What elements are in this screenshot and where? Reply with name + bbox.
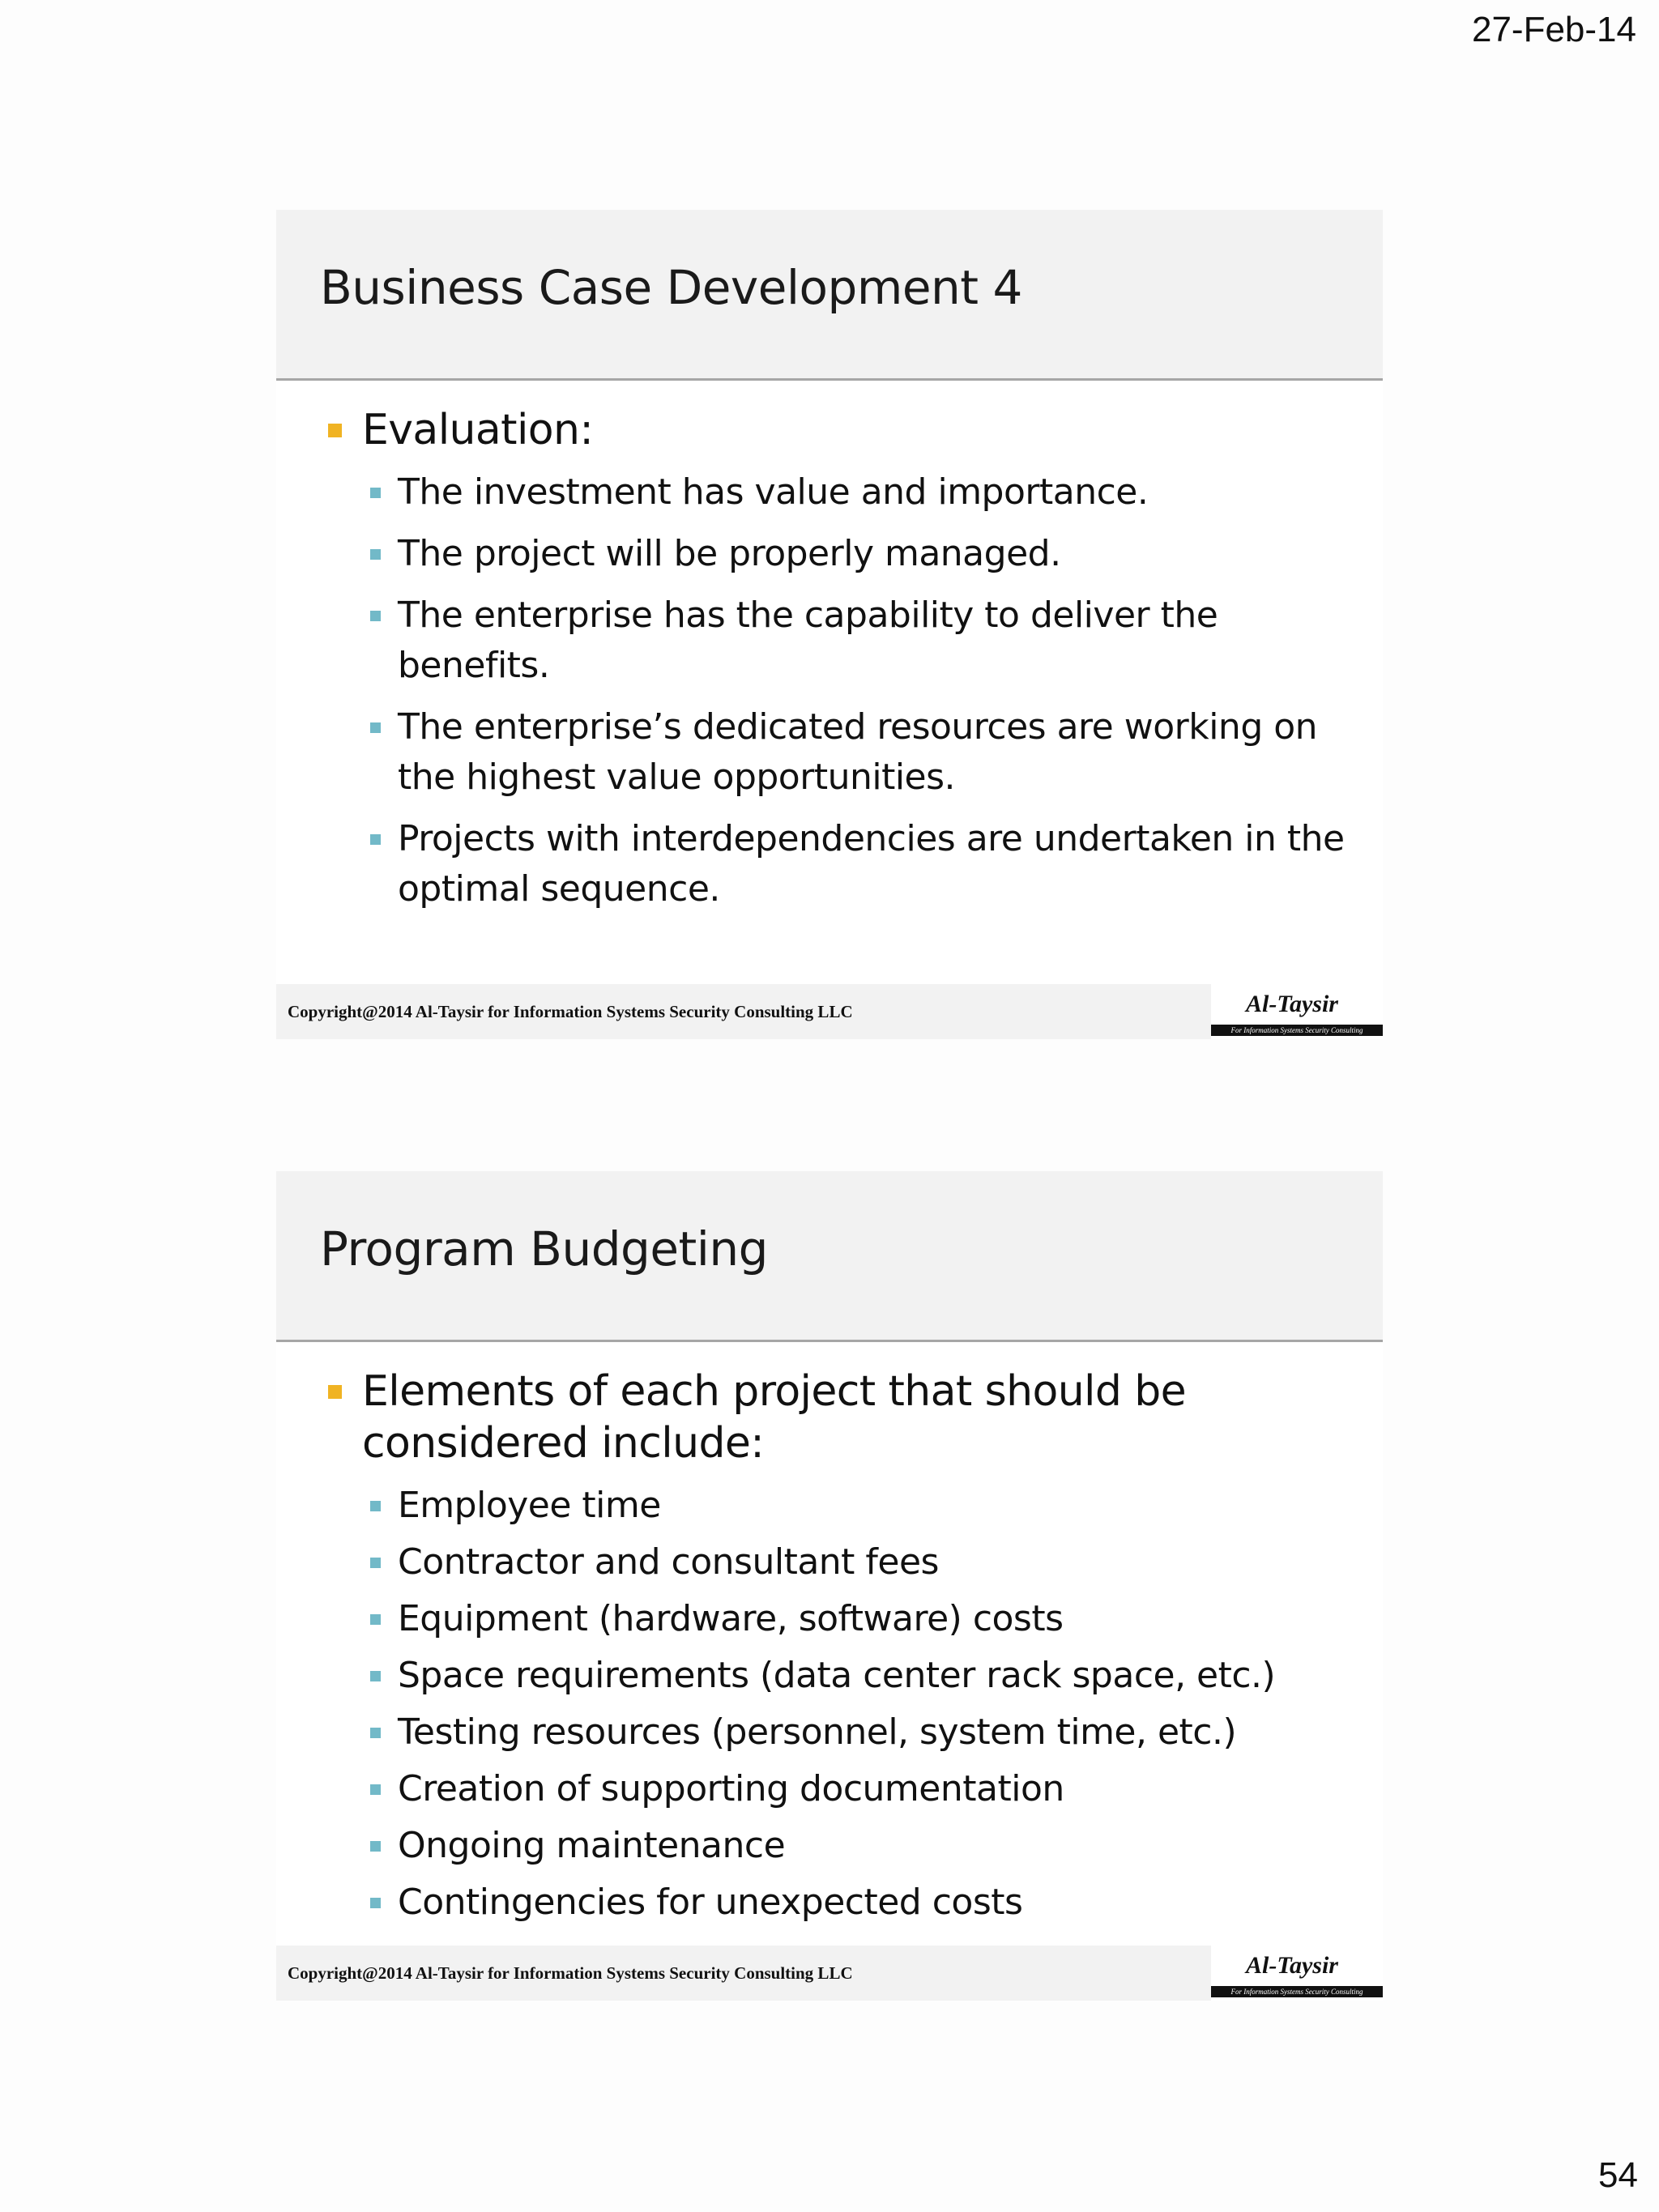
slide-title-bar xyxy=(276,1171,1383,1342)
page-number: 54 xyxy=(1598,2155,1638,2195)
bullet-level2 xyxy=(362,702,1355,803)
bullet-level2 xyxy=(362,1481,1355,1531)
slide-business-case xyxy=(276,210,1383,1039)
bullet-level2 xyxy=(362,467,1355,518)
bullet-text: Contingencies for unexpected costs xyxy=(398,1882,1023,1923)
bullet-text: Evaluation: xyxy=(362,406,594,454)
slide-title: Business Case Development 4 xyxy=(320,260,1022,315)
logo-tagline: For Information Systems Security Consulting xyxy=(1211,1986,1383,1997)
bullet-text: The enterprise has the capability to deliver the benefits. xyxy=(398,595,1218,686)
bullet-text: The enterprise’s dedicated resources are working on the highest value opportunities. xyxy=(398,706,1318,798)
bullet-level2 xyxy=(362,1821,1355,1871)
slide-title: Program Budgeting xyxy=(320,1221,768,1276)
bullet-level1 xyxy=(326,404,1355,456)
bullet-level2 xyxy=(362,1594,1355,1644)
copyright-text: Copyright@2014 Al-Taysir for Information Systems Security Consulting LLC xyxy=(288,1963,853,1983)
slide-body xyxy=(326,404,1355,926)
logo-name: Al-Taysir xyxy=(1246,991,1338,1017)
bullet-text: Projects with interdependencies are undertaken in the optimal sequence. xyxy=(398,818,1345,910)
square-bullet-icon xyxy=(370,1558,381,1568)
bullet-level2 xyxy=(362,529,1355,579)
bullet-text: Testing resources (personnel, system time, etc.) xyxy=(398,1711,1237,1753)
copyright-text: Copyright@2014 Al-Taysir for Information Systems Security Consulting LLC xyxy=(288,1002,853,1021)
bullet-text: Creation of supporting documentation xyxy=(398,1768,1064,1809)
bullet-level2 xyxy=(362,1651,1355,1701)
bullet-level2 xyxy=(362,1707,1355,1758)
logo-tagline: For Information Systems Security Consulting xyxy=(1211,1025,1383,1036)
square-bullet-icon xyxy=(370,1671,381,1681)
bullet-level2 xyxy=(362,590,1355,691)
company-logo xyxy=(1211,984,1383,1039)
page-date: 27-Feb-14 xyxy=(1471,10,1636,49)
bullet-text: Employee time xyxy=(398,1485,661,1526)
square-bullet-icon xyxy=(370,1841,381,1852)
logo-name: Al-Taysir xyxy=(1246,1952,1338,1979)
bullet-text: Ongoing maintenance xyxy=(398,1825,786,1866)
square-bullet-icon xyxy=(370,1728,381,1738)
bullet-level2 xyxy=(362,1537,1355,1588)
square-bullet-icon xyxy=(328,1385,342,1399)
bullet-level1 xyxy=(326,1366,1355,1469)
slide-footer xyxy=(276,984,1383,1039)
bullet-text: Space requirements (data center rack space, etc.) xyxy=(398,1655,1276,1696)
square-bullet-icon xyxy=(370,1614,381,1625)
bullet-text: The investment has value and importance. xyxy=(398,471,1149,513)
slide-title-bar xyxy=(276,210,1383,381)
bullet-text: Elements of each project that should be considered include: xyxy=(362,1367,1187,1468)
square-bullet-icon xyxy=(328,424,342,437)
square-bullet-icon xyxy=(370,611,381,621)
square-bullet-icon xyxy=(370,834,381,845)
square-bullet-icon xyxy=(370,1784,381,1795)
bullet-text: Equipment (hardware, software) costs xyxy=(398,1598,1064,1639)
bullet-text: The project will be properly managed. xyxy=(398,533,1061,574)
square-bullet-icon xyxy=(370,1898,381,1908)
bullet-level2 xyxy=(362,1877,1355,1928)
square-bullet-icon xyxy=(370,488,381,498)
bullet-text: Contractor and consultant fees xyxy=(398,1541,939,1583)
square-bullet-icon xyxy=(370,549,381,560)
slide-program-budgeting xyxy=(276,1171,1383,2001)
bullet-level2 xyxy=(362,1764,1355,1814)
slide-body xyxy=(326,1366,1355,1934)
square-bullet-icon xyxy=(370,1501,381,1511)
bullet-level2 xyxy=(362,814,1355,914)
square-bullet-icon xyxy=(370,722,381,733)
slide-footer xyxy=(276,1946,1383,2001)
company-logo xyxy=(1211,1946,1383,2001)
